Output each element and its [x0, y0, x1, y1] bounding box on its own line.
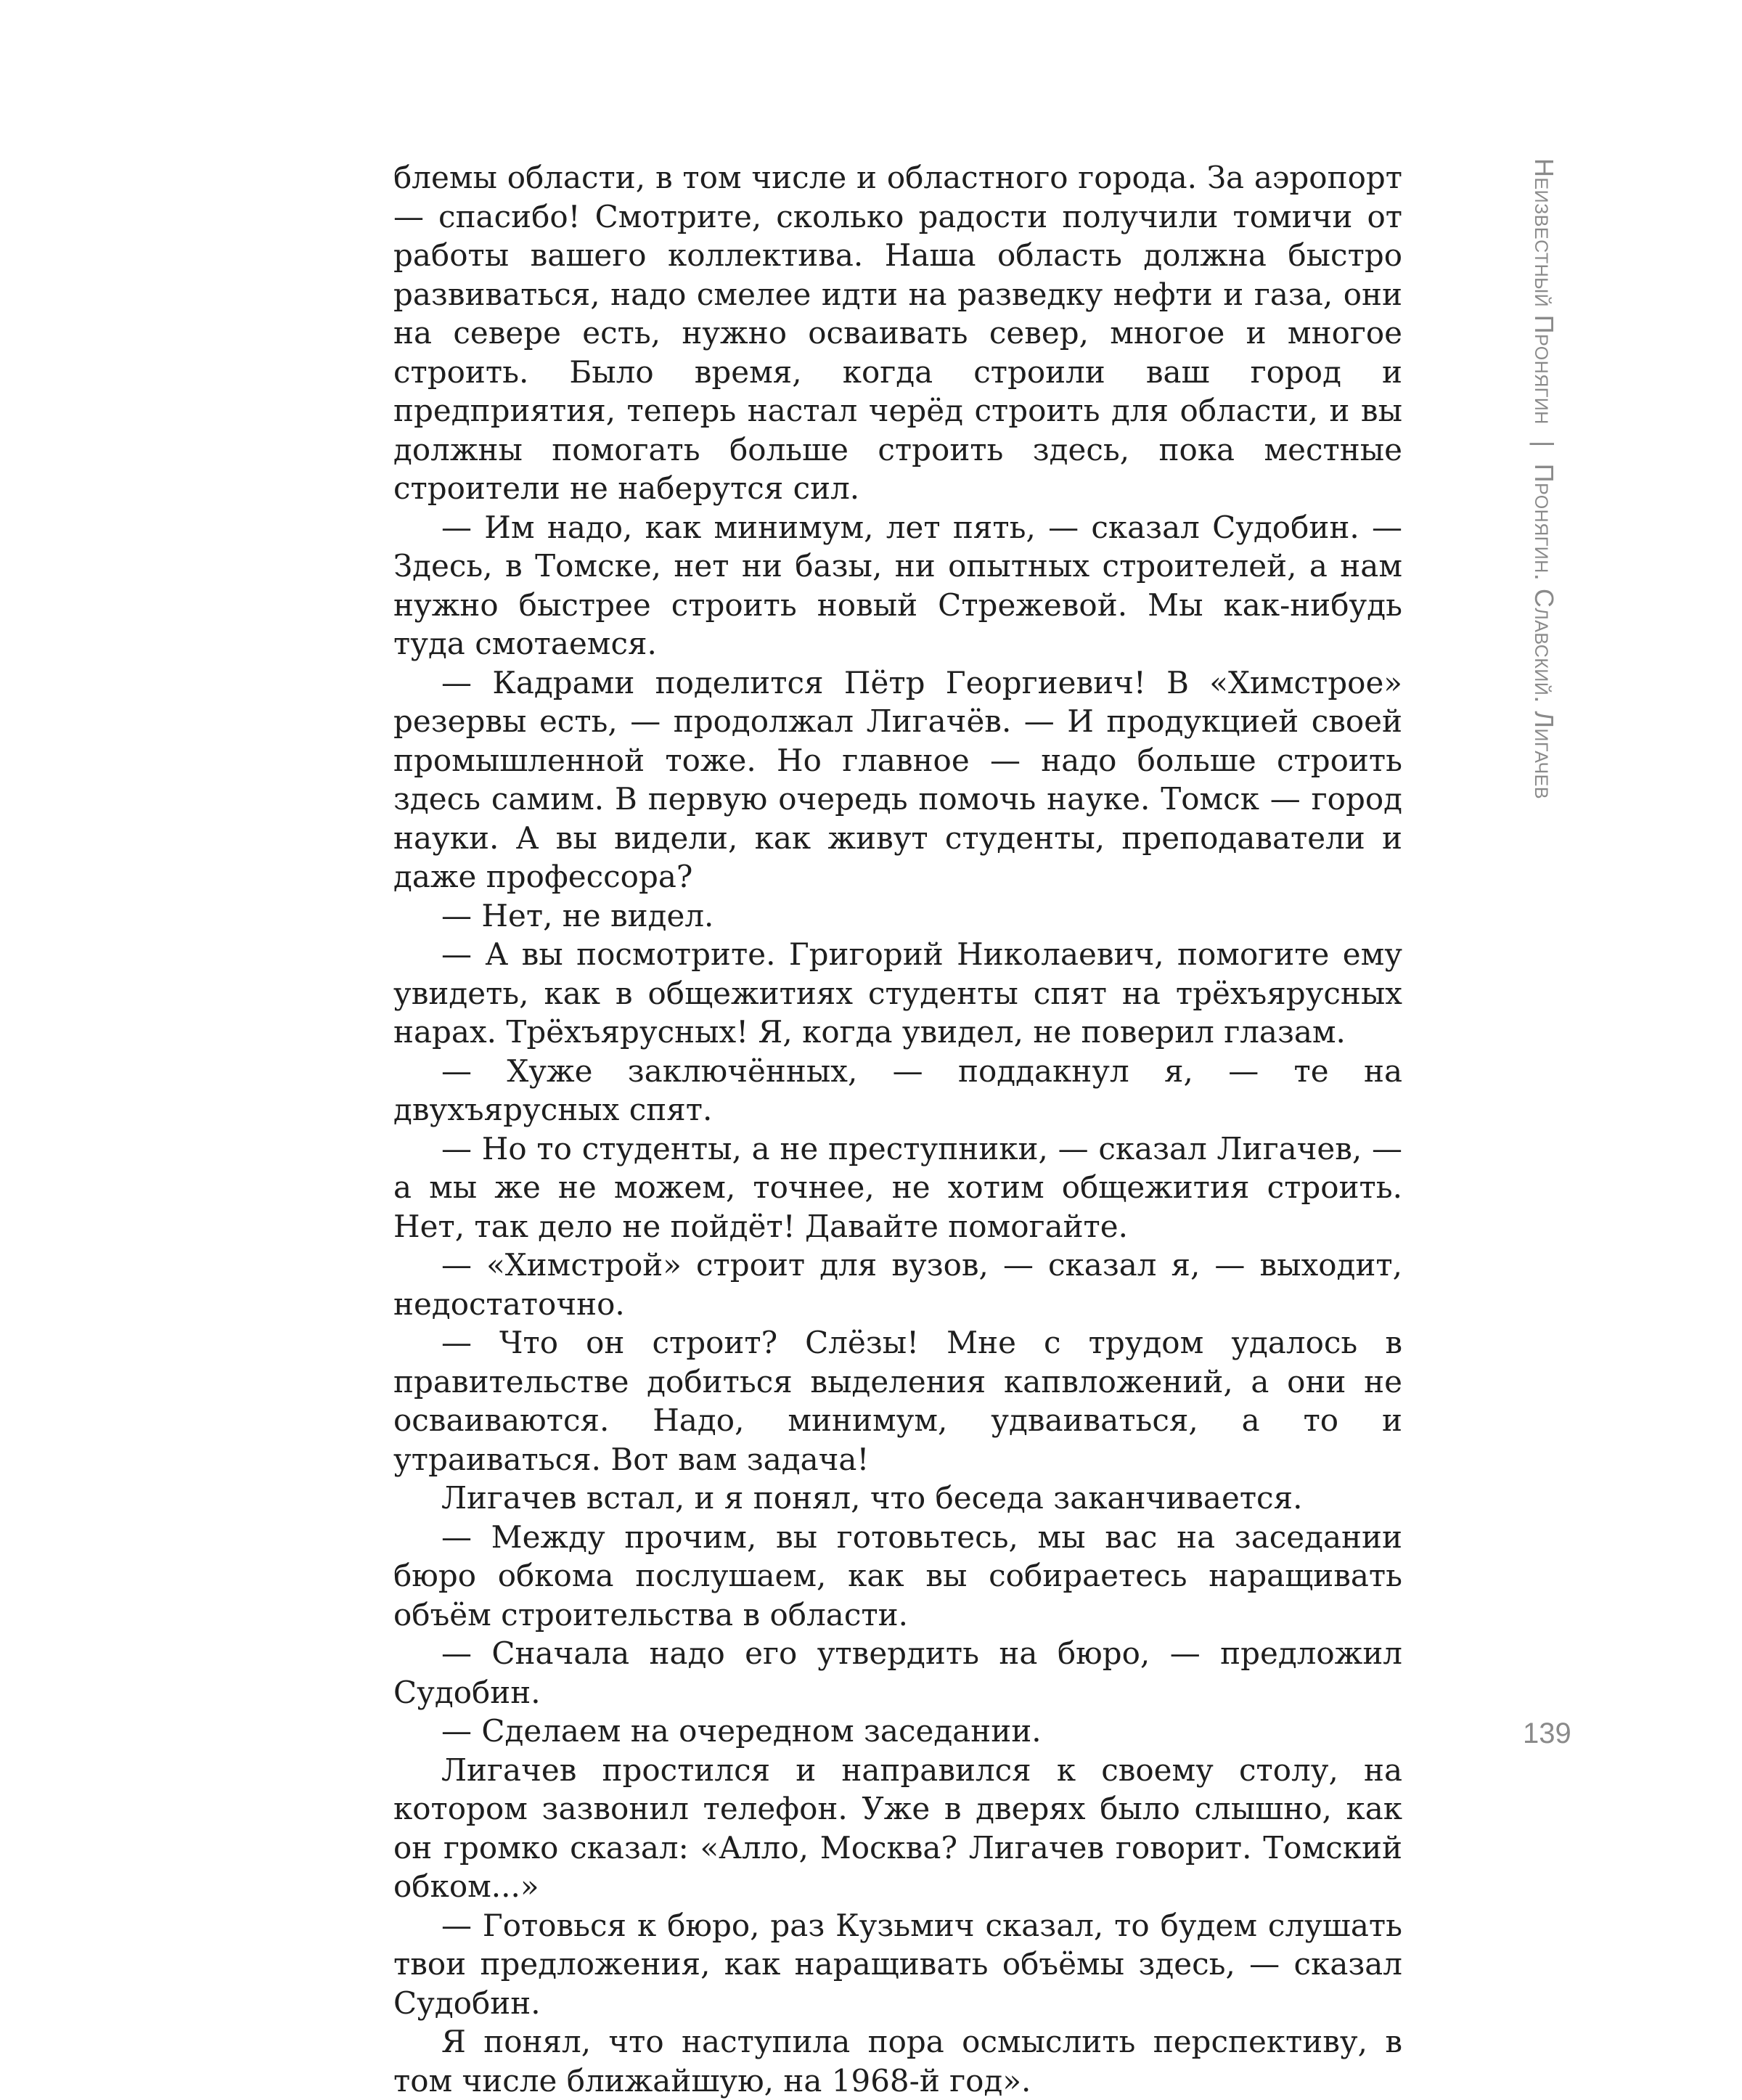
page-number: 139 [1523, 1717, 1571, 1749]
paragraph-16: Я понял, что наступила пора осмыслить перспективу, в том числе ближайшую, на 1968-й год». [393, 2024, 1402, 2099]
paragraph-4: — Нет, не видел. [441, 897, 714, 933]
paragraph-3: — Кадрами поделится Пётр Георгиевич! В «Химстрое» резервы есть, — продолжал Лигачёв. — И продукцией своей промышленной тоже. Но главное — надо больше строить здесь самим. В первую очередь помочь науке. Томск — город науки. А вы видели, как живут студенты, преподаватели и даже профессора? [393, 664, 1402, 894]
running-head-separator: | [1529, 440, 1559, 448]
paragraph-13: — Сделаем на очередном заседании. [441, 1713, 1042, 1749]
book-title: Неизвестный Пронягин [1529, 158, 1559, 425]
chapter-title: Пронягин. Славский. Лигачев [1529, 463, 1559, 800]
paragraph-14: Лигачев простился и направился к своему столу, на котором зазвонил телефон. Уже в дверях было слышно, как он громко сказал: «Алло, Москва? Лигачев говорит. Томский обком...» [393, 1752, 1402, 1904]
paragraph-11: — Между прочим, вы готовьтесь, мы вас на заседании бюро обкома послушаем, как вы собираетесь наращивать объём строительства в области. [393, 1519, 1402, 1633]
body-text [393, 158, 1402, 2100]
paragraph-5: — А вы посмотрите. Григорий Николаевич, помогите ему увидеть, как в общежитиях студенты спят на трёхъярусных нарах. Трёхъярусных! Я, когда увидел, не поверил глазам. [393, 936, 1402, 1050]
paragraph-6: — Хуже заключённых, — поддакнул я, — те на двухъярусных спят. [393, 1053, 1402, 1127]
paragraph-15: — Готовься к бюро, раз Кузьмич сказал, то будем слушать твои предложения, как наращивать объёмы здесь, — сказал Судобин. [393, 1907, 1402, 2021]
paragraph-7: — Но то студенты, а не преступники, — сказал Лигачев, — а мы же не можем, точнее, не хотим общежития строить. Нет, так дело не пойдёт! Давайте помогайте. [393, 1130, 1402, 1244]
paragraph-2: — Им надо, как минимум, лет пять, — сказал Судобин. — Здесь, в Томске, нет ни базы, ни опытных строителей, а нам нужно быстрее строить новый Стрежевой. Мы как-нибудь туда смотаемся. [393, 509, 1402, 661]
paragraph-1: блемы области, в том числе и областного города. За аэропорт — спасибо! Смотрите, сколько радости получили томичи от работы вашего коллектива. Наша область должна быстро развиваться, надо смелее идти на разведку нефти и газа, они на севере есть, нужно осваивать север, многое и многое строить. Было время, когда строили ваш город и предприятия, теперь настал черёд строить для области, и вы должны помогать больше строить здесь, пока местные строители не наберутся сил. [393, 160, 1402, 506]
paragraph-8: — «Химстрой» строит для вузов, — сказал я, — выходит, недостаточно. [393, 1247, 1402, 1322]
running-head-text [1529, 158, 1559, 799]
paragraph-10: Лигачев встал, и я понял, что беседа заканчивается. [441, 1480, 1303, 1516]
paragraph-9: — Что он строит? Слёзы! Мне с трудом удалось в правительстве добиться выделения капвложений, а они не осваиваются. Надо, минимум, удваиваться, а то и утраиваться. Вот вам задача! [393, 1325, 1402, 1477]
paragraph-12: — Сначала надо его утвердить на бюро, — предложил Судобин. [393, 1635, 1402, 1710]
